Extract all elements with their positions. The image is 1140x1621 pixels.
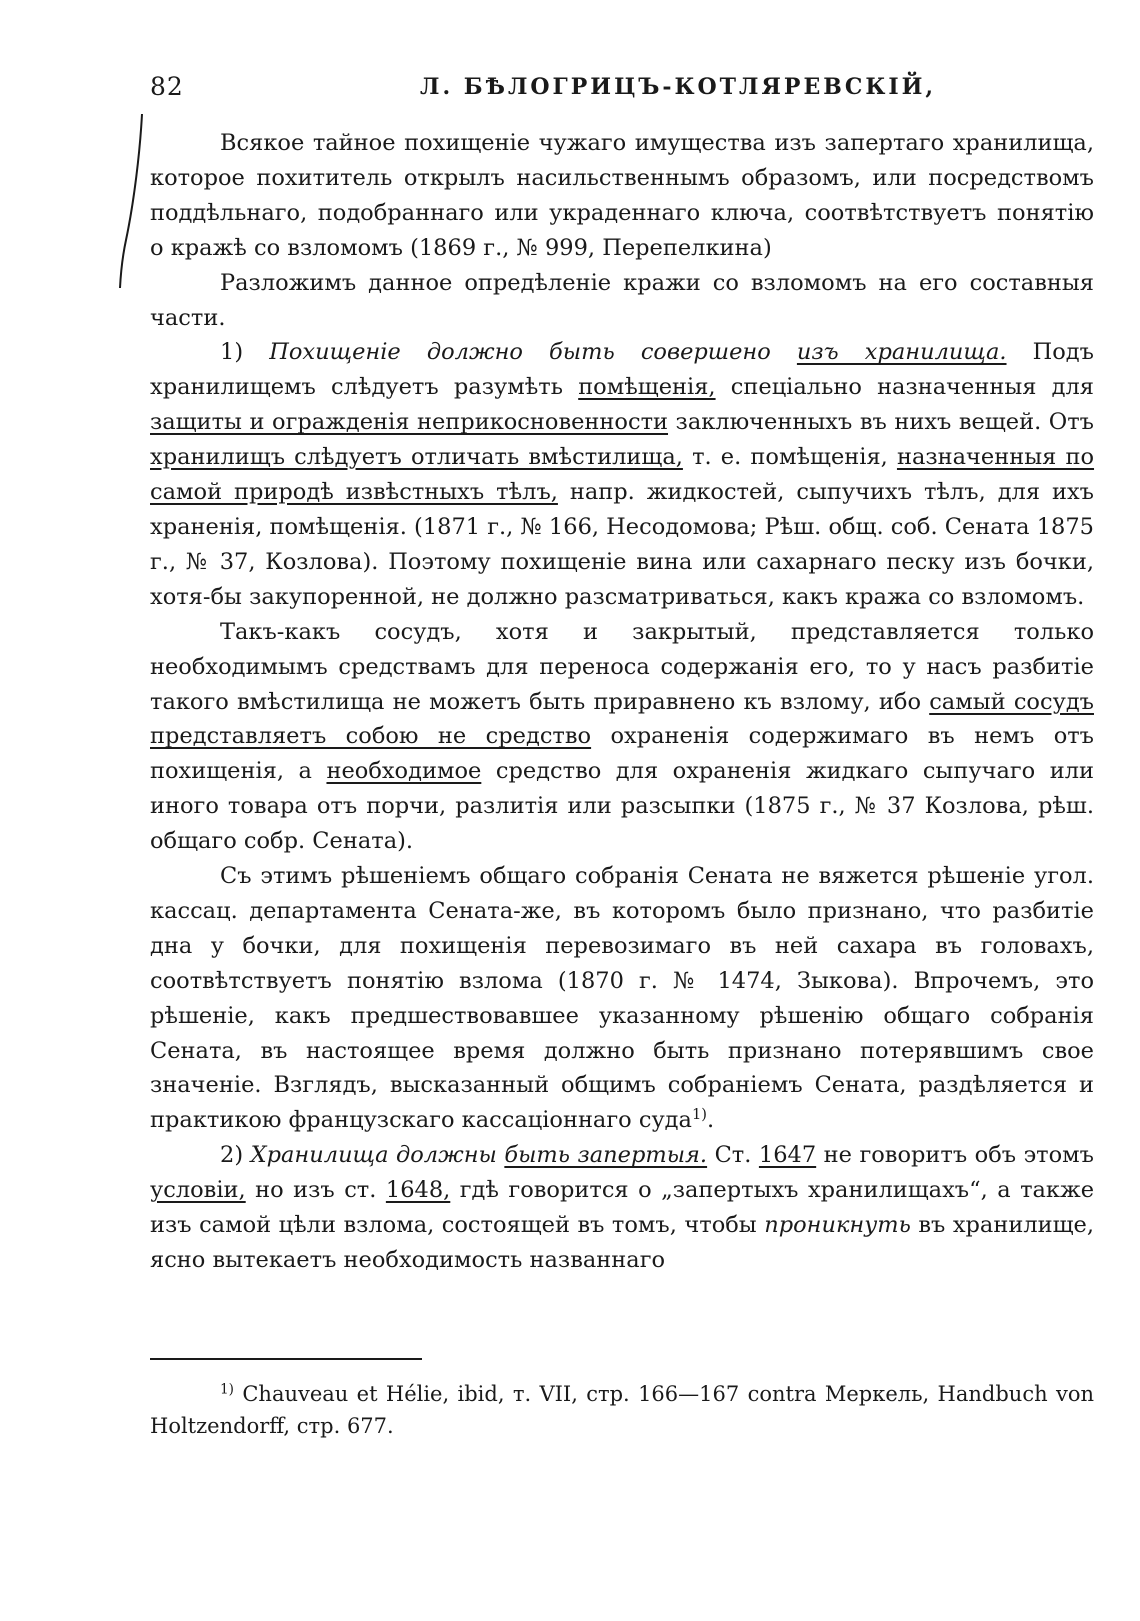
page-number: 82 [150, 72, 184, 101]
underlined-phrase: условіи, [150, 1177, 246, 1204]
section-heading: Хранилища должны быть запертыя. [250, 1142, 708, 1169]
section-heading: Похищеніе должно быть совершено изъ хранилища. [269, 339, 1007, 366]
page-header [150, 72, 1095, 112]
underlined-phrase: назначенныя по самой природѣ извѣстныхъ тѣлъ, [150, 444, 1095, 506]
underlined-phrase: 1647 [758, 1142, 817, 1169]
paragraph-3: 1) Похищеніе должно быть совершено изъ хранилища. Подъ хранилищемъ слѣдуетъ разумѣть помѣщенія, спеціально назначенныя для защиты и огражденія неприкосновенности заключенныхъ въ нихъ вещей. Отъ хранилищъ слѣдуетъ отличать вмѣстилища, т. е. помѣщенія, назначенныя по самой природѣ извѣстныхъ тѣлъ, напр. жидкостей, сыпучихъ тѣлъ, для ихъ храненія, помѣщенія. (1871 г., № 166, Несодомова; Рѣш. общ. соб. Сената 1875 г., № 37, Козлова). Поэтому похищеніе вина или сахарнаго песку изъ бочки, хотя-бы закупоренной, не должно разсматриваться, какъ кража со взломомъ. [150, 339, 1095, 610]
paragraph-2: Разложимъ данное опредѣленіе кражи со взломомъ на его составныя части. [150, 269, 1094, 331]
underlined-phrase: 1648, [385, 1177, 451, 1204]
footnote [150, 1378, 1094, 1442]
footnote-divider [150, 1358, 422, 1360]
paragraph-4: Такъ-какъ сосудъ, хотя и закрытый, представляется только необходимымъ средствамъ для переноса содержанія его, то у насъ разбитіе такого вмѣстилища не можетъ быть приравнено къ взлому, ибо самый сосудъ представляетъ собою не средство охраненія содержимаго въ немъ отъ похищенія, а необходимое средство для охраненія жидкаго сыпучаго или иного товара отъ порчи, разлитія или разсыпки (1875 г., № 37 Козлова, рѣш. общаго собр. Сената). [150, 618, 1094, 855]
underlined-phrase: хранилищъ слѣдуетъ отличать вмѣстилища, [150, 444, 683, 471]
paragraph-5: Съ этимъ рѣшеніемъ общаго собранія Сената не вяжется рѣшеніе угол. кассац. департамента Сената-же, въ которомъ было признано, что разбитіе дна у бочки, для похищенія перевозимаго въ ней сахара въ головахъ, соотвѣтствуетъ понятію взлома (1870 г. № 1474, Зыкова). Впрочемъ, это рѣшеніе, какъ предшествовавшее указанному рѣшенію общаго собранія Сената, въ настоящее время должно быть признано потерявшимъ свое значеніе. Взглядъ, высказанный общимъ собраніемъ Сената, раздѣляется и практикою французскаго кассаціоннаго суда$^{1)}$. [150, 863, 1094, 1134]
underlined-phrase: защиты и огражденія неприкосновенности [150, 409, 669, 436]
footnote-reference[interactable]: 1) [691, 1106, 707, 1124]
underlined-phrase: необходимое [326, 758, 482, 785]
running-title: Л. БѢЛОГРИЦЪ-КОТЛЯРЕВСКІЙ, [420, 74, 937, 100]
underlined-phrase: помѣщенія, [578, 374, 716, 401]
paragraph-6: 2) Хранилища должны быть запертыя. Ст. 1647 не говоритъ объ этомъ условіи, но изъ ст. 1648, гдѣ говорится о „запертыхъ хранилищахъ“, а также изъ самой цѣли взлома, состоящей въ томъ, чтобы проникнуть въ хранилище, ясно вытекаетъ необходимость названнаго [150, 1142, 1095, 1273]
italic-word: проникнуть [764, 1212, 911, 1239]
section-number: 1) [220, 339, 244, 366]
footnote-marker: 1) [220, 1381, 235, 1398]
footnote-text: $^{1)}$ Chauveau et Hélie, ibid, т. VII, стр. 166—167 contra Меркель, Handbuch von Holtzendorff, стр. 677. [150, 1381, 1094, 1438]
section-number: 2) [220, 1142, 244, 1169]
paragraph-1: Всякое тайное похищеніе чужаго имущества изъ запертаго хранилища, которое похититель открылъ насильственнымъ образомъ, или посредствомъ поддѣльнаго, подобраннаго или украденнаго ключа, соотвѣтствуетъ понятію о кражѣ со взломомъ (1869 г., № 999, Перепелкина) [150, 130, 1094, 261]
underlined-phrase: самый сосудъ представляетъ собою не средство [150, 688, 1094, 750]
body-text [150, 126, 1094, 1278]
